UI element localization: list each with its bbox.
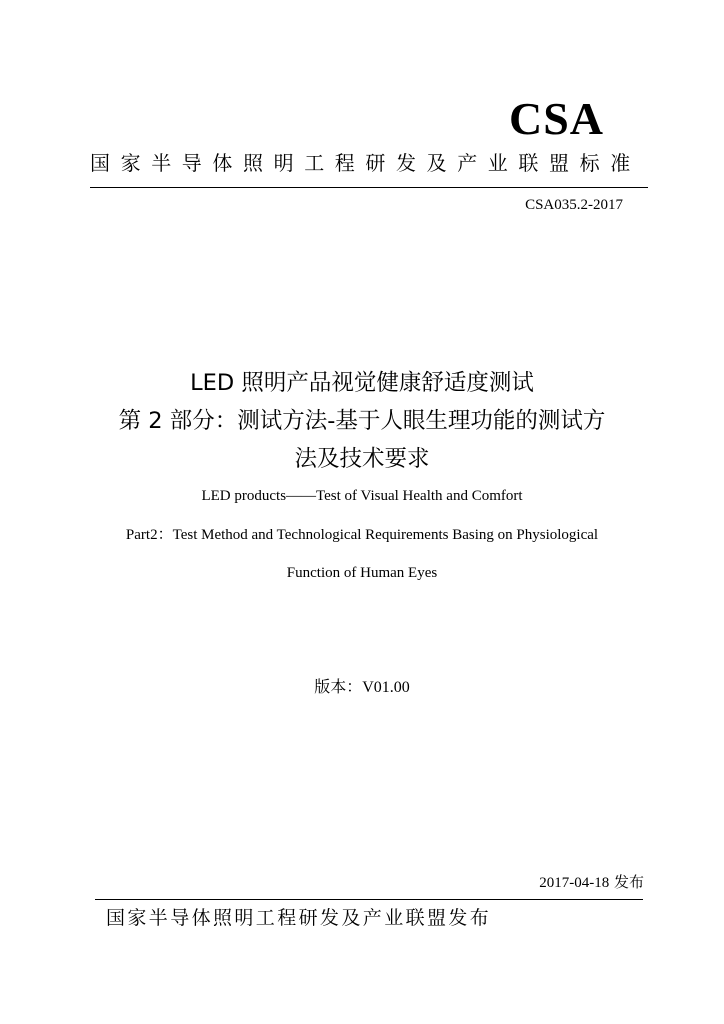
title-en-line3: Function of Human Eyes (286, 565, 438, 581)
title-zh-line2: 第 2 部分：测试方法-基于人眼生理功能的测试方 (118, 408, 606, 434)
publisher: 国家半导体照明工程研发及产业联盟发布 (106, 907, 492, 929)
version-value: V01.00 (362, 679, 410, 696)
org-header: 国家半导体照明工程研发及产业联盟标准 (90, 151, 641, 175)
release-label: 发布 (609, 873, 644, 891)
title-en-line1: LED products——Test of Visual Health and Comfort (201, 488, 523, 504)
version-label: 版本： (314, 677, 363, 696)
top-divider (90, 187, 648, 188)
release-date (539, 875, 644, 891)
title-en-line2: Part2：Test Method and Technological Requirements Basing on Physiological (125, 527, 599, 543)
standard-code: CSA035.2-2017 (525, 197, 623, 213)
title-zh-line1: LED 照明产品视觉健康舒适度测试 (190, 370, 534, 396)
title-zh-line3: 法及技术要求 (294, 446, 430, 472)
csa-logo: CSA (508, 93, 604, 144)
bottom-divider (95, 899, 643, 900)
release-date-value: 2017-04-18 (539, 875, 610, 891)
version (0, 679, 724, 696)
